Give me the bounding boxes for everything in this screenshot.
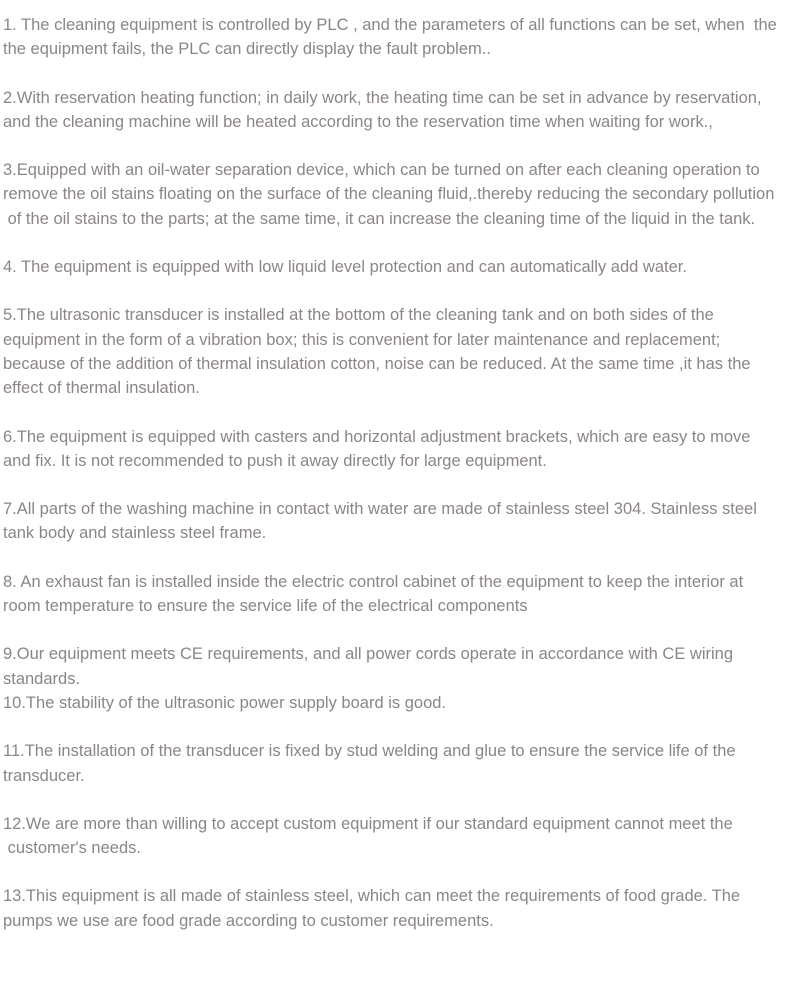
feature-item-3	[3, 158, 800, 231]
feature-item-13	[3, 884, 800, 933]
feature-item-2	[3, 86, 800, 135]
feature-item-9	[3, 642, 800, 691]
feature-item-1	[3, 13, 800, 62]
text-line: equipment in the form of a vibration box; this is convenient for later maintenance and replacement;	[3, 330, 721, 349]
feature-item-11	[3, 739, 800, 788]
text-line: 11.The installation of the transducer is fixed by stud welding and glue to ensure the service life of the	[3, 742, 736, 761]
feature-item-8	[3, 570, 800, 619]
feature-item-5	[3, 303, 800, 400]
text-line: 1. The cleaning equipment is controlled by PLC , and the parameters of all functions can be set, when the	[3, 16, 777, 34]
text-line: remove the oil stains floating on the surface of the cleaning fluid,.thereby reducing the secondary pollution	[3, 185, 775, 204]
feature-item-7	[3, 497, 800, 546]
text-line: 5.The ultrasonic transducer is installed at the bottom of the cleaning tank and on both sides of the	[3, 306, 714, 325]
text-line: standards.	[3, 669, 81, 688]
text-line: 8. An exhaust fan is installed inside the electric control cabinet of the equipment to keep the interior at	[3, 572, 744, 591]
text-line: 6.The equipment is equipped with casters and horizontal adjustment brackets, which are easy to move	[3, 427, 751, 446]
text-line: pumps we use are food grade according to customer requirements.	[3, 911, 494, 930]
text-line: 12.We are more than willing to accept custom equipment if our standard equipment cannot meet the	[3, 814, 733, 833]
text-line: and fix. It is not recommended to push it away directly for large equipment.	[3, 451, 547, 470]
text-line: 7.All parts of the washing machine in contact with water are made of stainless steel 304. Stainless steel	[3, 500, 757, 519]
feature-item-4	[3, 255, 800, 279]
feature-item-10	[3, 691, 800, 715]
text-line: 4. The equipment is equipped with low liquid level protection and can automatically add water.	[3, 258, 687, 277]
text-line: of the oil stains to the parts; at the same time, it can increase the cleaning time of the liquid in the tank.	[3, 209, 756, 228]
text-line: the equipment fails, the PLC can directly display the fault problem..	[3, 40, 491, 59]
text-line: 13.This equipment is all made of stainless steel, which can meet the requirements of food grade. The	[3, 887, 741, 906]
text-line: 2.With reservation heating function; in daily work, the heating time can be set in advance by reservation,	[3, 88, 762, 107]
text-line: 9.Our equipment meets CE requirements, and all power cords operate in accordance with CE wiring	[3, 645, 734, 664]
text-line: and the cleaning machine will be heated according to the reservation time when waiting for work.,	[3, 112, 713, 131]
text-line: 10.The stability of the ultrasonic power supply board is good.	[3, 693, 447, 712]
feature-item-6	[3, 425, 800, 474]
text-line: customer's needs.	[3, 839, 141, 858]
text-line: effect of thermal insulation.	[3, 379, 200, 398]
text-line: transducer.	[3, 766, 85, 785]
text-line: tank body and stainless steel frame.	[3, 524, 267, 543]
text-line: room temperature to ensure the service life of the electrical components	[3, 597, 528, 616]
text-line: 3.Equipped with an oil-water separation device, which can be turned on after each cleaning operation to	[3, 161, 760, 180]
text-line: because of the addition of thermal insulation cotton, noise can be reduced. At the same time ,it has the	[3, 354, 751, 373]
feature-item-12	[3, 812, 800, 861]
